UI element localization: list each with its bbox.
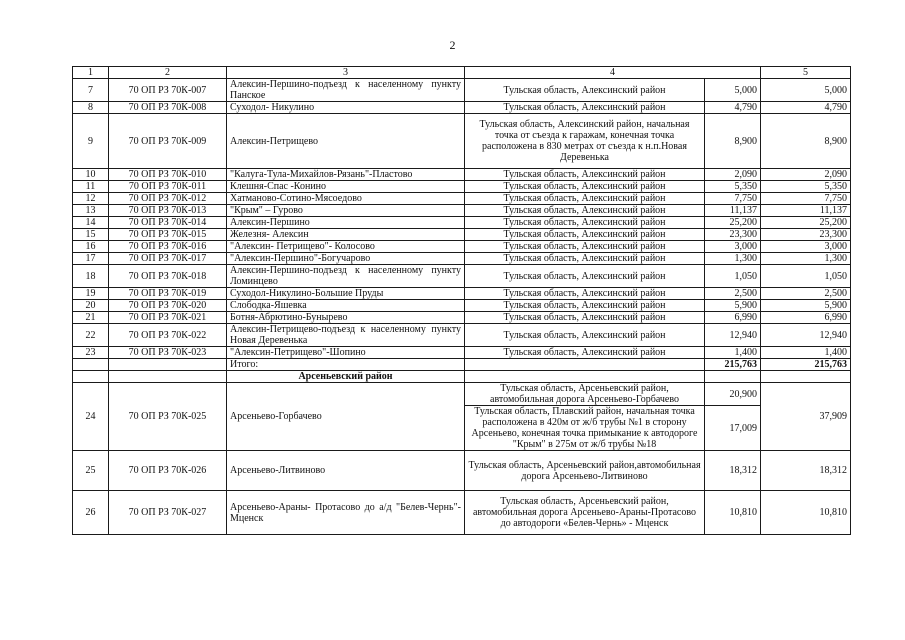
road-name: Клешня-Спас -Конино: [227, 181, 465, 193]
road-name: "Алексин- Петрищево"- Колосово: [227, 241, 465, 253]
road-location: Тульская область, Алексинский район: [465, 253, 705, 265]
road-location: Тульская область, Арсеньевский район,автомобильная дорога Арсеньево-Литвиново: [465, 451, 705, 491]
row-number: 15: [73, 229, 109, 241]
table-row: [73, 102, 851, 114]
road-location: Тульская область, Арсеньевский район, автомобильная дорога Арсеньево-Араны-Протасово до автодороги «Белев-Чернь» - Мценск: [465, 491, 705, 535]
road-length: 6,990: [705, 312, 761, 324]
road-length: 25,200: [705, 217, 761, 229]
road-location: Тульская область, Алексинский район, начальная точка от съезда к гаражам, конечная точка расположена в 830 метрах от съезда к н.п.Новая Деревенька: [465, 114, 705, 169]
total-length: 215,763: [705, 359, 761, 371]
road-length: 8,900: [705, 114, 761, 169]
header-cell-3: 3: [227, 67, 465, 79]
road-location: Тульская область, Плавский район, начальная точка расположена в 420м от ж/б трубы №1 в сторону Арсеньево, конечная точка примыкание к автодороге "Крым" в 275м от ж/б трубы №18: [465, 406, 705, 451]
section-row: [73, 371, 851, 383]
road-length: 23,300: [705, 229, 761, 241]
road-total: 18,312: [761, 451, 851, 491]
road-name: Алексин-Першино-подъезд к населенному пункту Панское: [227, 79, 465, 102]
road-total: 1,050: [761, 265, 851, 288]
row-number: 19: [73, 288, 109, 300]
road-code: 70 ОП РЗ 70К-019: [109, 288, 227, 300]
road-name: "Алексин-Петрищево"-Шопино: [227, 347, 465, 359]
road-length: 4,790: [705, 102, 761, 114]
road-length: 10,810: [705, 491, 761, 535]
road-location: Тульская область, Алексинский район: [465, 300, 705, 312]
road-code: 70 ОП РЗ 70К-017: [109, 253, 227, 265]
road-length: 1,300: [705, 253, 761, 265]
header-cell-4: 4: [465, 67, 761, 79]
table-row: [73, 347, 851, 359]
table-row: [73, 181, 851, 193]
road-location: Тульская область, Алексинский район: [465, 79, 705, 102]
row-number: 25: [73, 451, 109, 491]
row-number: 26: [73, 491, 109, 535]
road-code: 70 ОП РЗ 70К-008: [109, 102, 227, 114]
road-length: 2,090: [705, 169, 761, 181]
total-label: Итого:: [227, 359, 465, 371]
road-name: Алексин-Петрищево-подъезд к населенному пункту Новая Деревенька: [227, 324, 465, 347]
empty-cell: [705, 371, 761, 383]
row-number: 18: [73, 265, 109, 288]
empty-cell: [73, 371, 109, 383]
road-name: Ботня-Абрютино-Бунырево: [227, 312, 465, 324]
road-code: 70 ОП РЗ 70К-014: [109, 217, 227, 229]
table-row: [73, 300, 851, 312]
road-total: 10,810: [761, 491, 851, 535]
road-name: Хатманово-Сотино-Мясоедово: [227, 193, 465, 205]
row-number: 24: [73, 383, 109, 451]
row-number: 17: [73, 253, 109, 265]
total-row: [73, 359, 851, 371]
road-total: 4,790: [761, 102, 851, 114]
road-total: 2,090: [761, 169, 851, 181]
section-title: Арсеньевский район: [227, 371, 465, 383]
empty-cell: [109, 359, 227, 371]
header-cell-5: 5: [761, 67, 851, 79]
table-row: [73, 169, 851, 181]
road-total: 2,500: [761, 288, 851, 300]
road-location: Тульская область, Алексинский район: [465, 217, 705, 229]
road-name: Алексин-Першино-подъезд к населенному пункту Ломинцево: [227, 265, 465, 288]
empty-cell: [73, 359, 109, 371]
road-length: 17,009: [705, 406, 761, 451]
row-number: 14: [73, 217, 109, 229]
road-length: 5,900: [705, 300, 761, 312]
road-name: "Алексин-Першино"-Богучарово: [227, 253, 465, 265]
road-total: 12,940: [761, 324, 851, 347]
road-code: 70 ОП РЗ 70К-012: [109, 193, 227, 205]
row-number: 8: [73, 102, 109, 114]
row-number: 11: [73, 181, 109, 193]
table-row: [73, 79, 851, 102]
road-code: 70 ОП РЗ 70К-015: [109, 229, 227, 241]
road-code: 70 ОП РЗ 70К-009: [109, 114, 227, 169]
row-number: 23: [73, 347, 109, 359]
row-number: 13: [73, 205, 109, 217]
row-number: 20: [73, 300, 109, 312]
empty-cell: [465, 359, 705, 371]
road-location: Тульская область, Алексинский район: [465, 102, 705, 114]
table-row: [73, 491, 851, 535]
road-length: 11,137: [705, 205, 761, 217]
row-number: 10: [73, 169, 109, 181]
road-code: 70 ОП РЗ 70К-027: [109, 491, 227, 535]
road-location: Тульская область, Алексинский район: [465, 265, 705, 288]
header-row: [73, 67, 851, 79]
road-name: Суходол-Никулино-Большие Пруды: [227, 288, 465, 300]
row-number: 16: [73, 241, 109, 253]
row-number: 9: [73, 114, 109, 169]
road-total: 1,300: [761, 253, 851, 265]
empty-cell: [465, 371, 705, 383]
road-total: 5,000: [761, 79, 851, 102]
road-location: Тульская область, Алексинский район: [465, 193, 705, 205]
road-length: 18,312: [705, 451, 761, 491]
road-code: 70 ОП РЗ 70К-026: [109, 451, 227, 491]
road-name: Алексин-Першино: [227, 217, 465, 229]
road-name: Слободка-Яшевка: [227, 300, 465, 312]
road-code: 70 ОП РЗ 70К-013: [109, 205, 227, 217]
road-name: Суходол- Никулино: [227, 102, 465, 114]
table-row: [73, 193, 851, 205]
road-code: 70 ОП РЗ 70К-011: [109, 181, 227, 193]
table-row: [73, 229, 851, 241]
road-total: 1,400: [761, 347, 851, 359]
road-location: Тульская область, Алексинский район: [465, 229, 705, 241]
table-row: [73, 114, 851, 169]
road-length: 2,500: [705, 288, 761, 300]
road-name: Арсеньево-Литвиново: [227, 451, 465, 491]
road-code: 70 ОП РЗ 70К-020: [109, 300, 227, 312]
road-total: 23,300: [761, 229, 851, 241]
road-location: Тульская область, Алексинский район: [465, 288, 705, 300]
road-length: 20,900: [705, 383, 761, 406]
road-name: Железня- Алексин: [227, 229, 465, 241]
road-code: 70 ОП РЗ 70К-021: [109, 312, 227, 324]
empty-cell: [761, 371, 851, 383]
table-row: [73, 451, 851, 491]
table-row: [73, 205, 851, 217]
road-location: Тульская область, Алексинский район: [465, 181, 705, 193]
road-location: Тульская область, Алексинский район: [465, 169, 705, 181]
road-total: 25,200: [761, 217, 851, 229]
roads-table-body: [73, 67, 851, 535]
road-length: 12,940: [705, 324, 761, 347]
road-total: 5,350: [761, 181, 851, 193]
road-name: Арсеньево-Горбачево: [227, 383, 465, 451]
road-total: 8,900: [761, 114, 851, 169]
road-code: 70 ОП РЗ 70К-022: [109, 324, 227, 347]
table-row: [73, 241, 851, 253]
road-location: Тульская область, Алексинский район: [465, 324, 705, 347]
table-row: [73, 383, 851, 406]
road-total: 5,900: [761, 300, 851, 312]
road-location: Тульская область, Алексинский район: [465, 312, 705, 324]
road-length: 3,000: [705, 241, 761, 253]
road-length: 7,750: [705, 193, 761, 205]
road-name: Алексин-Петрищево: [227, 114, 465, 169]
page-number: 2: [449, 38, 456, 52]
table-row: [73, 217, 851, 229]
road-name: "Калуга-Тула-Михайлов-Рязань"-Пластово: [227, 169, 465, 181]
road-code: 70 ОП РЗ 70К-010: [109, 169, 227, 181]
road-code: 70 ОП РЗ 70К-018: [109, 265, 227, 288]
road-location: Тульская область, Алексинский район: [465, 241, 705, 253]
header-cell-2: 2: [109, 67, 227, 79]
road-total: 7,750: [761, 193, 851, 205]
row-number: 21: [73, 312, 109, 324]
table-row: [73, 324, 851, 347]
road-length: 1,050: [705, 265, 761, 288]
road-total: 3,000: [761, 241, 851, 253]
road-total: 6,990: [761, 312, 851, 324]
road-name: "Крым" – Гурово: [227, 205, 465, 217]
row-number: 7: [73, 79, 109, 102]
table-row: [73, 253, 851, 265]
road-location: Тульская область, Алексинский район: [465, 205, 705, 217]
empty-cell: [109, 371, 227, 383]
road-length: 1,400: [705, 347, 761, 359]
table-row: [73, 312, 851, 324]
row-number: 12: [73, 193, 109, 205]
table-row: [73, 288, 851, 300]
road-code: 70 ОП РЗ 70К-023: [109, 347, 227, 359]
road-length: 5,000: [705, 79, 761, 102]
road-total: 11,137: [761, 205, 851, 217]
table-row: [73, 265, 851, 288]
road-location: Тульская область, Арсеньевский район, автомобильная дорога Арсеньево-Горбачево: [465, 383, 705, 406]
road-total: 37,909: [761, 383, 851, 451]
roads-table: [72, 66, 851, 535]
road-name: Арсеньево-Араны- Протасово до а/д "Белев-Чернь"-Мценск: [227, 491, 465, 535]
road-length: 5,350: [705, 181, 761, 193]
row-number: 22: [73, 324, 109, 347]
header-cell-1: 1: [73, 67, 109, 79]
road-code: 70 ОП РЗ 70К-025: [109, 383, 227, 451]
road-code: 70 ОП РЗ 70К-007: [109, 79, 227, 102]
road-location: Тульская область, Алексинский район: [465, 347, 705, 359]
road-code: 70 ОП РЗ 70К-016: [109, 241, 227, 253]
total-sum: 215,763: [761, 359, 851, 371]
